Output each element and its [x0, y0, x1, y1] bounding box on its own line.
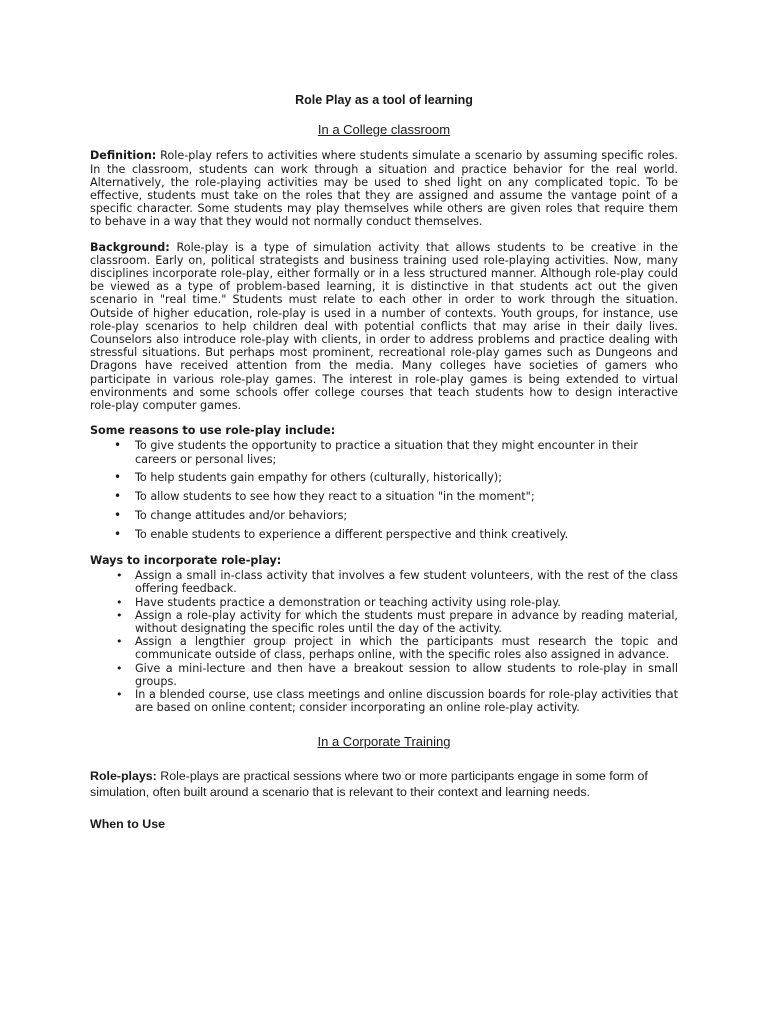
list-item — [90, 596, 678, 609]
list-item — [90, 439, 678, 465]
college-heading: In a College classroom — [317, 122, 451, 138]
list-item-text: To change attitudes and/or behaviors; — [135, 509, 348, 523]
page-title: Role Play as a tool of learning — [295, 93, 473, 107]
bullet-icon: • — [116, 635, 123, 649]
list-item — [90, 528, 678, 541]
list-item-text: Assign a lengthier group project in which the participants must research the topic and communicate outside of class, perhaps online, with the specific roles also assigned in advance. — [135, 635, 678, 662]
list-item-text: To allow students to see how they react to a situation "in the moment"; — [135, 490, 535, 504]
list-item-text: Give a mini-lecture and then have a breakout session to allow students to role-play in small groups. — [135, 661, 678, 688]
list-item-text: To help students gain empathy for others (culturally, historically); — [135, 471, 502, 485]
list-item-text: To enable students to experience a different perspective and think creatively. — [135, 527, 569, 541]
list-item-text: Assign a small in-class activity that involves a few student volunteers, with the rest of the class offering feedback. — [135, 569, 678, 596]
bullet-icon: • — [114, 489, 122, 504]
ways-heading: Ways to incorporate role-play: — [90, 554, 282, 568]
roleplays-text: Role-plays are practical sessions where two or more participants engage in some form of simulation, often built around a scenario that is relevant to their context and learning needs. — [90, 768, 648, 799]
background-paragraph — [90, 241, 678, 413]
when-to-use-heading: When to Use — [90, 816, 166, 831]
list-item — [90, 509, 678, 522]
list-item-text: Assign a role-play activity for which the students must prepare in advance by reading material, without designating the specific roles until the day of the activity. — [135, 608, 678, 636]
bullet-icon: • — [114, 526, 122, 541]
background-text: Role-play is a type of simulation activity that allows students to be creative in the classroom. Early on, political strategists and business training used role-playing activities. Now, many disciplines incorporate role-play, either formally or in a less structured manner. Although role-play could be viewed as a type of problem-based learning, it is distinctive in that students act out the given scenario in "real time." Students must relate to each other in order to work through the situation. Outside of higher education, role-play is used in a number of contexts. Youth groups, for instance, use role-play scenarios to help children deal with potential conflicts that may arise in their daily lives. Counselors also introduce role-play with clients, in order to address problems and practice dealing with stressful situations. But perhaps most prominent, recreational role-play games such as Dungeons and Dragons have received attention from the media. Many colleges have societies of gamers who participate in various role-play games. The interest in role-play games is being extended to virtual environments and some schools offer college courses that teach students how to design interactive role-play computer games. — [90, 240, 678, 413]
roleplays-label: Role-plays: — [90, 768, 157, 783]
background-label: Background: — [90, 240, 170, 254]
bullet-icon: • — [114, 470, 122, 485]
list-item — [90, 609, 678, 635]
list-item — [90, 662, 678, 688]
list-item — [90, 471, 678, 484]
document-page — [90, 94, 678, 831]
reasons-heading: Some reasons to use role-play include: — [90, 424, 336, 438]
definition-text: Role-play refers to activities where students simulate a scenario by assuming specific roles. In the classroom, students can work through a situation and practice behavior for the real world. Alternatively, the role-playing activities may be used to shed light on any complicated topic. To be effective, students must take on the roles that they are assigned and assume the vantage point of a specific character. Some students may play themselves while others are given roles that require them to behave in a way that they would not normally conduct themselves. — [90, 149, 678, 229]
list-item-text: To give students the opportunity to practice a situation that they might encounter in their careers or personal lives; — [135, 439, 638, 466]
bullet-icon: • — [116, 595, 123, 609]
ways-list — [90, 569, 678, 714]
bullet-icon: • — [114, 438, 122, 453]
list-item — [90, 688, 678, 714]
corporate-heading: In a Corporate Training — [317, 733, 451, 749]
definition-label: Definition: — [90, 149, 157, 163]
list-item — [90, 569, 678, 595]
list-item-text: In a blended course, use class meetings and online discussion boards for role-play activities that are based on online content; consider incorporating an online role-play activity. — [135, 688, 678, 715]
list-item — [90, 635, 678, 661]
bullet-icon: • — [116, 688, 123, 702]
bullet-icon: • — [116, 661, 123, 675]
list-item — [90, 490, 678, 503]
list-item-text: Have students practice a demonstration or teaching activity using role-play. — [135, 595, 561, 609]
bullet-icon: • — [116, 569, 123, 583]
definition-paragraph — [90, 149, 678, 228]
bullet-icon: • — [116, 608, 123, 622]
bullet-icon: • — [114, 508, 122, 523]
roleplays-paragraph — [90, 768, 678, 800]
reasons-list — [90, 439, 678, 541]
